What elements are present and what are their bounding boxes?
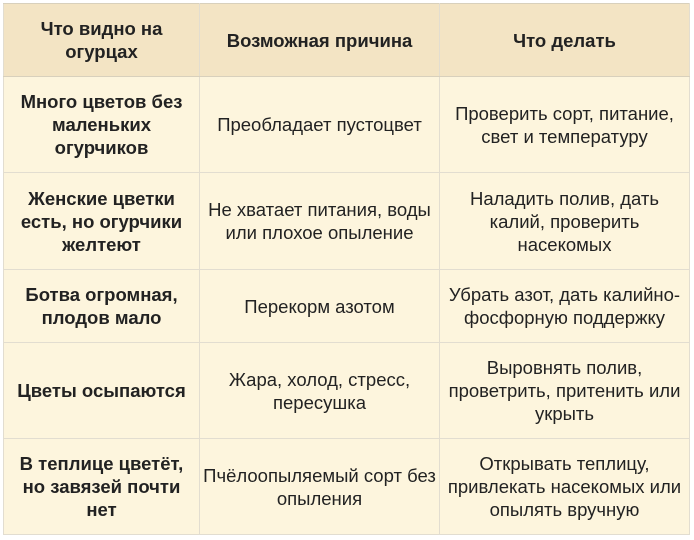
table-header [4,4,690,77]
table-row [4,439,690,535]
action-cell: Наладить полив, дать калий, проверить насекомых [440,173,690,270]
action-cell: Выровнять полив, проветрить, притенить или укрыть [440,343,690,439]
cause-cell: Жара, холод, стресс, пересушка [200,343,440,439]
header-symptom: Что видно на огурцах [4,4,200,77]
cause-cell: Преобладает пустоцвет [200,77,440,173]
cause-cell: Не хватает питания, воды или плохое опыление [200,173,440,270]
table-row [4,343,690,439]
symptom-cell: Цветы осыпаются [4,343,200,439]
table-row [4,77,690,173]
header-action: Что делать [440,4,690,77]
cause-cell: Перекорм азотом [200,270,440,343]
cucumber-problems-table-container [3,3,689,535]
cucumber-problems-table [3,3,690,535]
symptom-cell: Много цветов без маленьких огурчиков [4,77,200,173]
symptom-cell: Женские цветки есть, но огурчики желтеют [4,173,200,270]
table-row [4,270,690,343]
symptom-cell: Ботва огромная, плодов мало [4,270,200,343]
header-row [4,4,690,77]
cause-cell: Пчёлоопыляемый сорт без опыления [200,439,440,535]
table-body [4,77,690,535]
action-cell: Проверить сорт, питание, свет и температуру [440,77,690,173]
action-cell: Открывать теплицу, привлекать насекомых или опылять вручную [440,439,690,535]
action-cell: Убрать азот, дать калийно-фосфорную поддержку [440,270,690,343]
symptom-cell: В теплице цветёт, но завязей почти нет [4,439,200,535]
table-row [4,173,690,270]
header-cause: Возможная причина [200,4,440,77]
